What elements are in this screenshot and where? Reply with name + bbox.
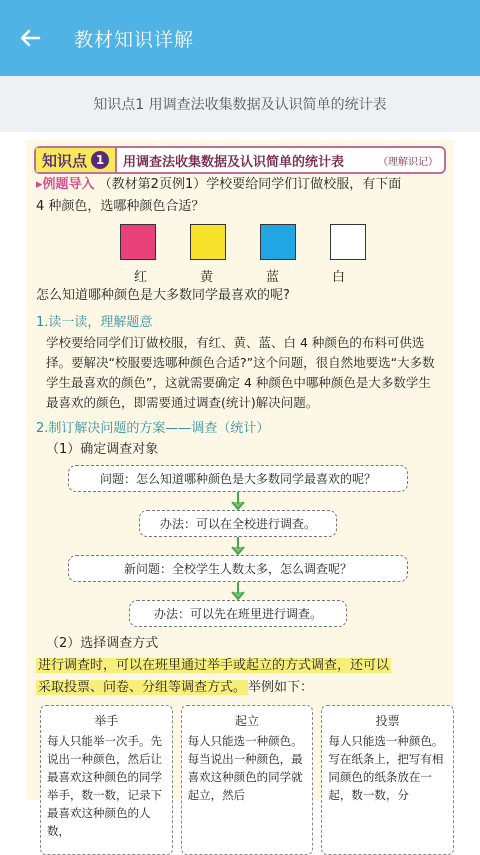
highlight-text: 采取投票、问卷、分组等调查方式。: [38, 680, 247, 695]
card-title: 起立: [235, 714, 260, 728]
color-swatches: [120, 224, 454, 260]
color-label-yellow: 黄: [200, 270, 214, 285]
color-swatch-blue: [260, 224, 296, 260]
badge-number: 1: [91, 151, 109, 169]
knowledge-point-badge: [36, 148, 117, 172]
highlight-line1: [26, 655, 454, 677]
card-text: 每人只能选一种颜色。写在纸条上，把写有相同颜色的纸条放在一起，数一数，分: [328, 734, 444, 802]
header-title: 用调查法收集数据及认识简单的统计表: [123, 154, 345, 170]
method-cards: [40, 705, 454, 855]
card-text: 每人只能举一次手。先说出一种颜色，然后让最喜欢这种颜色的同学举手，数一数，记录下最喜欢这种颜色的人数，: [47, 734, 162, 838]
section2-title: 2.制订解决问题的方案——调查（统计）: [36, 421, 270, 436]
section1-text: 学校要给同学们订做校服，有红、黄、蓝、白 4 种颜色的布料可供选择。要解决“校服要选哪种颜色合适?”这个问题，很自然地要选“大多数学生最喜欢的颜色”，这就需要确定 4 种颜色中哪种颜色是大多数学生最喜欢的颜色，即需要通过调查(统计)解决问题。: [46, 335, 435, 410]
section1-title: 1.读一读，理解题意: [36, 315, 153, 330]
example-line1: （教材第2页例1）学校要给同学们订做校服，有下面: [98, 177, 402, 192]
highlight-line2: [26, 677, 454, 699]
knowledge-point-header: [34, 146, 446, 174]
down-arrow-icon: [68, 582, 408, 600]
example-line2: 4 种颜色，选哪种颜色合适？: [36, 199, 205, 214]
page-title: 教材知识详解: [74, 28, 195, 51]
flow-chart: [68, 465, 408, 627]
highlight-tail: 举例如下：: [248, 680, 314, 695]
example-intro: [26, 174, 454, 196]
highlight-text: 进行调查时，可以在班里通过举手或起立的方式调查，还可以: [38, 658, 390, 673]
method-card-vote: [321, 705, 454, 855]
card-title: 举手: [94, 714, 119, 728]
arrow-left-icon[interactable]: [16, 24, 44, 52]
flow-box: 办法：可以在全校进行调查。: [139, 510, 337, 537]
app-bar: [0, 0, 480, 76]
card-text: 每人只能选一种颜色。每当说出一种颜色，最喜欢这种颜色的同学就起立，然后: [187, 734, 303, 802]
badge-label: 知识点: [42, 151, 88, 170]
color-labels: [134, 266, 454, 285]
flow-box: 新问题：全校学生人数太多，怎么调查呢？: [68, 555, 408, 582]
step1-label: （1）确定调查对象: [46, 442, 159, 457]
flow-box: 办法：可以先在班里进行调查。: [129, 600, 347, 627]
textbook-page-image: [26, 140, 454, 838]
example-label: ▸例题导入: [36, 177, 95, 192]
step2-label: （2）选择调查方式: [46, 636, 159, 651]
color-swatch-red: [120, 224, 156, 260]
method-card-hand: [40, 705, 173, 855]
color-label-blue: 蓝: [266, 270, 280, 285]
color-swatch-yellow: [190, 224, 226, 260]
flow-box: 问题：怎么知道哪种颜色是大多数同学最喜欢的呢？: [68, 465, 408, 492]
example-question: 怎么知道哪种颜色是大多数同学最喜欢的呢?: [36, 288, 290, 303]
color-swatch-white: [330, 224, 366, 260]
knowledge-point-title: 知识点1 用调查法收集数据及认识简单的统计表: [0, 76, 480, 132]
header-tag: （理解识记）: [378, 156, 438, 168]
card-title: 投票: [375, 714, 400, 728]
color-label-white: 白: [332, 270, 346, 285]
method-card-stand: [181, 705, 314, 855]
color-label-red: 红: [134, 270, 148, 285]
down-arrow-icon: [68, 492, 408, 510]
down-arrow-icon: [68, 537, 408, 555]
